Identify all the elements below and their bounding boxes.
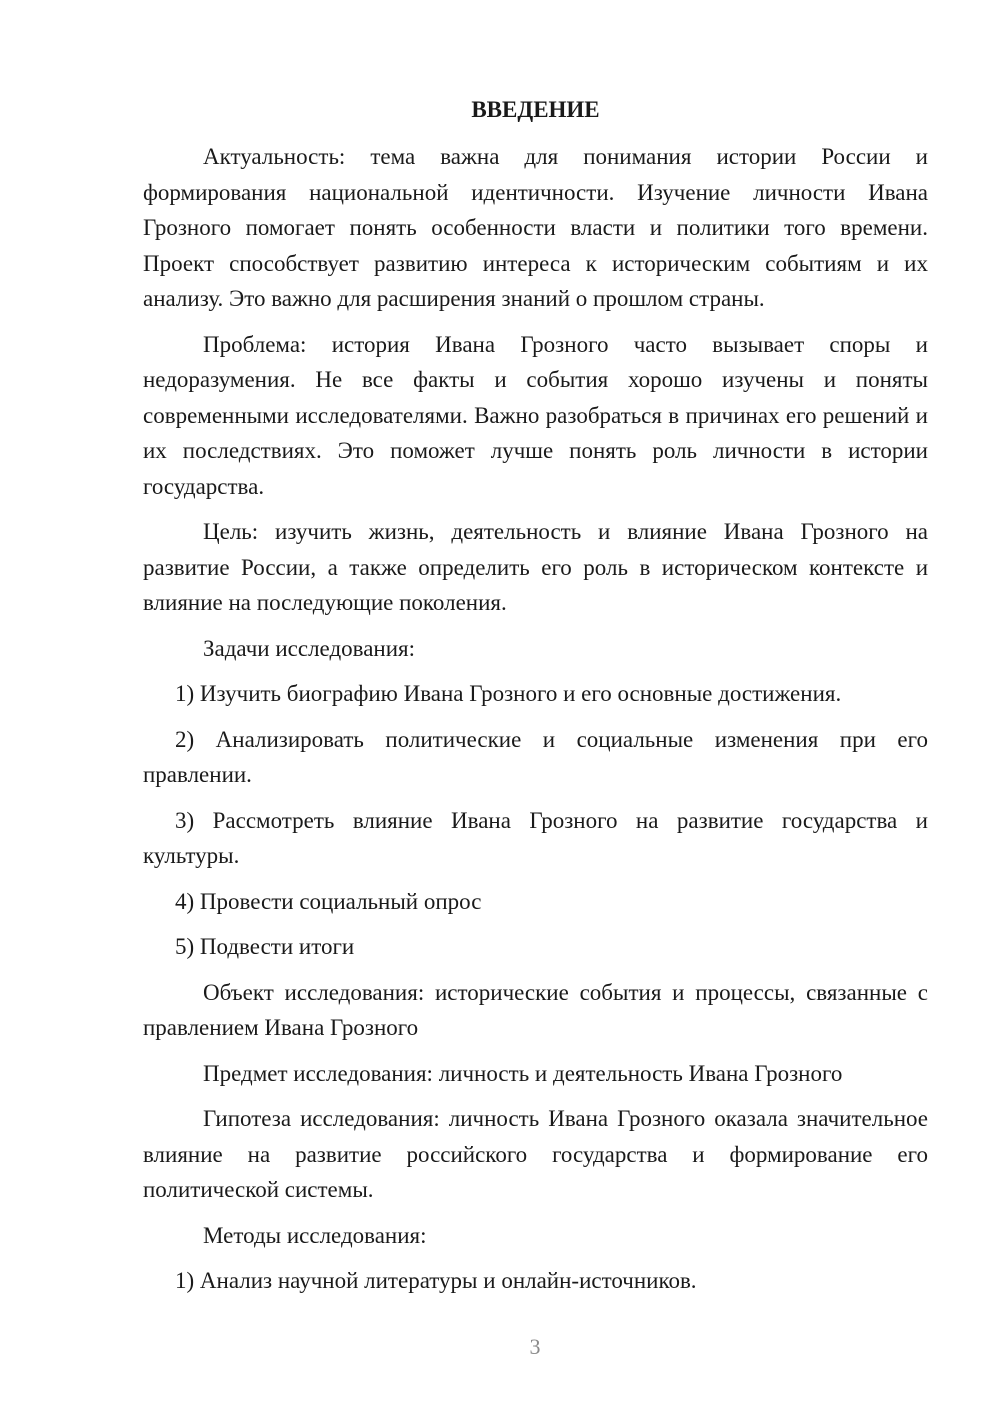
methods-heading: Методы исследования: <box>203 1222 427 1248</box>
task-item: 4) Провести социальный опрос <box>175 888 482 914</box>
method-item: 1) Анализ научной литературы и онлайн-источников. <box>175 1268 697 1293</box>
relevance-paragraph: Актуальность: тема важна для понимания истории России и формирования национальной идентичности. Изучение личности Ивана Грозного помогает понять особенности власти и политики того времени. Проект способствует развитию интереса к историческим событиям и их анализу. Это важно для расширения знаний о прошлом страны. <box>143 144 928 311</box>
tasks-heading: Задачи исследования: <box>203 635 416 661</box>
page-number: 3 <box>529 1334 541 1359</box>
task-item: 5) Подвести итоги <box>175 934 355 959</box>
problem-paragraph: Проблема: история Ивана Грозного часто вызывает споры и недоразумения. Не все факты и события хорошо изучены и поняты современными исследователями. Важно разобраться в причинах его решений и их последствиях. Это поможет лучше понять роль личности в истории государства. <box>143 331 928 499</box>
document-page <box>143 92 928 1309</box>
section-heading: ВВЕДЕНИЕ <box>471 97 600 122</box>
task-item: 2) Анализировать политические и социальные изменения при его правлении. <box>143 726 928 787</box>
subject-paragraph: Предмет исследования: личность и деятельность Ивана Грозного <box>203 1060 843 1086</box>
task-item: 1) Изучить биографию Ивана Грозного и его основные достижения. <box>175 681 842 706</box>
hypothesis-paragraph: Гипотеза исследования: личность Ивана Грозного оказала значительное влияние на развитие российского государства и формирование его политической системы. <box>143 1106 928 1202</box>
task-item: 3) Рассмотреть влияние Ивана Грозного на развитие государства и культуры. <box>143 807 928 868</box>
object-paragraph: Объект исследования: исторические события и процессы, связанные с правлением Ивана Грозного <box>143 979 928 1040</box>
goal-paragraph: Цель: изучить жизнь, деятельность и влияние Ивана Грозного на развитие России, а также определить его роль в историческом контексте и влияние на последующие поколения. <box>143 519 928 615</box>
